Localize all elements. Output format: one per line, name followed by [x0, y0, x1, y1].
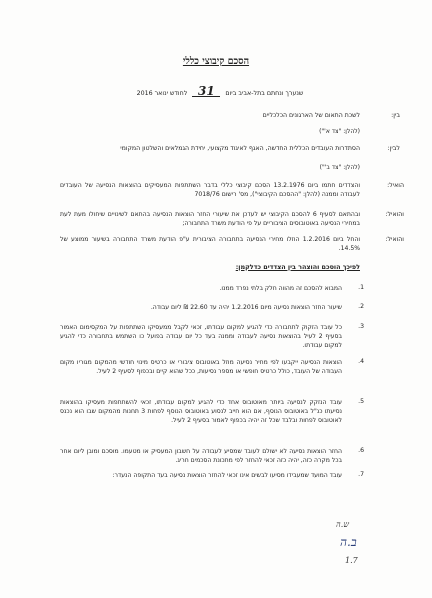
item-4-text: הוצאות הנסיעה ייקבעו לפי מחיר נסיעה מוזל באוטובוס ציבורי או כרטיס מינוי חודשי מהמקום מגוריו מקום העבודה של העובד, כולל כרטיס חופשי או מספר נסיעות, ככל שהוא קיים ובכפוף לסעיף 2 לעיל.: [60, 359, 342, 375]
party-1-name: לשכת התאום של הארגונים הכלכליים: [262, 112, 360, 119]
handwritten-page-mark: 1.7: [345, 556, 358, 565]
handwritten-initials: ש.ה: [336, 520, 349, 529]
party-2-designation: (להלן: "צד ב'"): [319, 164, 360, 171]
document-title: הסכם קיבוצי כללי: [182, 56, 250, 67]
signing-day-handwritten: 31: [192, 86, 220, 97]
signing-date-line: [60, 86, 380, 98]
signing-date-suffix: לחודש ינואר 2016: [136, 90, 188, 97]
agreement-heading: לפיכך הוסכם והוצהר בין הצדדים כדלקמן:: [235, 263, 360, 271]
item-5-number: 5.: [358, 398, 364, 405]
item-2-number: 2.: [358, 303, 364, 310]
signing-date-prefix: שנערך ונחתם בתל-אביב ביום: [225, 90, 304, 97]
whereas-1-label: הואיל:: [387, 182, 404, 189]
item-7-number: 7.: [358, 471, 364, 478]
item-3-number: 3.: [358, 323, 364, 330]
item-5-text: עובד הנזקק לנסיעה ביותר מאוטובוס אחד כדי להגיע למקום עבודתו, זכאי להשתתפות מעסיקו בהוצאות נסיעתו כנ"ל באוטובוס הנוסף, אם הוא חייב לנסוע באוטובוס הנוסף לפחות 3 תחנות מהמקום שבו הוא נכנס לאוטובוס לפחות ובלבד שכל זה יהיה בכפוף לאמור בסעיף 2 לעיל.: [60, 399, 342, 424]
whereas-3-label: והואיל:: [385, 236, 404, 243]
whereas-3-text: והחל ביום 1.2.2016 הוזלו מחירי הנסיעה בתחבורה הציבורית ע"פ הודעת משרד התחבורה בשיעור ממוצע של 14.5%.: [60, 236, 360, 252]
item-4-number: 4.: [358, 358, 364, 365]
whereas-2-label: והואיל:: [385, 211, 404, 218]
item-6-number: 6.: [358, 447, 364, 454]
whereas-1-text: והצדדים חתמו ביום 13.2.1976 הסכם קיבוצי כללי בדבר השתתפות המעסיקים בהוצאות הנסיעה של העובדים לעבודה וממנה (להלן: "ההסכם הקיבוצי"), מס' רישום 7018/76: [60, 182, 360, 198]
item-2-text: שיעור החזר הוצאות נסיעה מיום 1.2.2016 יהיה עד 22.60 ₪ ליום עבודה.: [150, 304, 342, 311]
item-1-number: 1.: [358, 284, 364, 291]
item-3-text: כל עובד הזקוק לתחבורה כדי להגיע למקום עבודתו, זכאי לקבל ממעסיקו השתתפות על המקסימום האמור בסעיף 2 לעיל בהוצאות נסיעה לעבודה וממנה בעד כל יום עבודה בפועל כו השתמש בתחבורה כדי להגיע למקום עבודתו.: [60, 324, 342, 349]
party-2-name: הסתדרות העובדים הכללית החדשה, האגף לאיגוד מקצועי, יחידת הגמלאים והשלטון המקומי: [120, 145, 360, 152]
handwritten-signature: ב.ה: [340, 535, 357, 549]
party-1-label: בין:: [391, 112, 400, 119]
party-2-label: לבין:: [387, 145, 400, 152]
item-1-text: המבוא להסכם זה מהווה חלק בלתי נפרד ממנו.: [219, 285, 342, 292]
item-7-text: עובד המועד שמעבידו מסיעו לבשים אינו זכאי להחזר הוצאות נסיעה בעד התקופה הנעדר:: [112, 472, 342, 479]
whereas-2-text: ובהתאם לסעיף 6 להסכם הקיבוצי יש לעדכן את שיעורי החזר הוצאות הנסיעה בהתאם לשינויים שיחולו מעת לעת במחירי הנסיעה באוטובוסים הציבוריים על פי הודעת משרד התחבורה;: [60, 211, 360, 227]
party-1-designation: (להלן: "צד א'"): [319, 128, 360, 135]
item-6-text: החזר הוצאות נסיעה לא ישולם לעובד שמסיע לעבודה על חשבון המעסיק או מטעמו. מוסכם ומובן ליום אחר בכל מקרה כזה, יהיה כזה זכאי להחזר לפי מתכונת הסכמים חריג.: [60, 448, 342, 464]
